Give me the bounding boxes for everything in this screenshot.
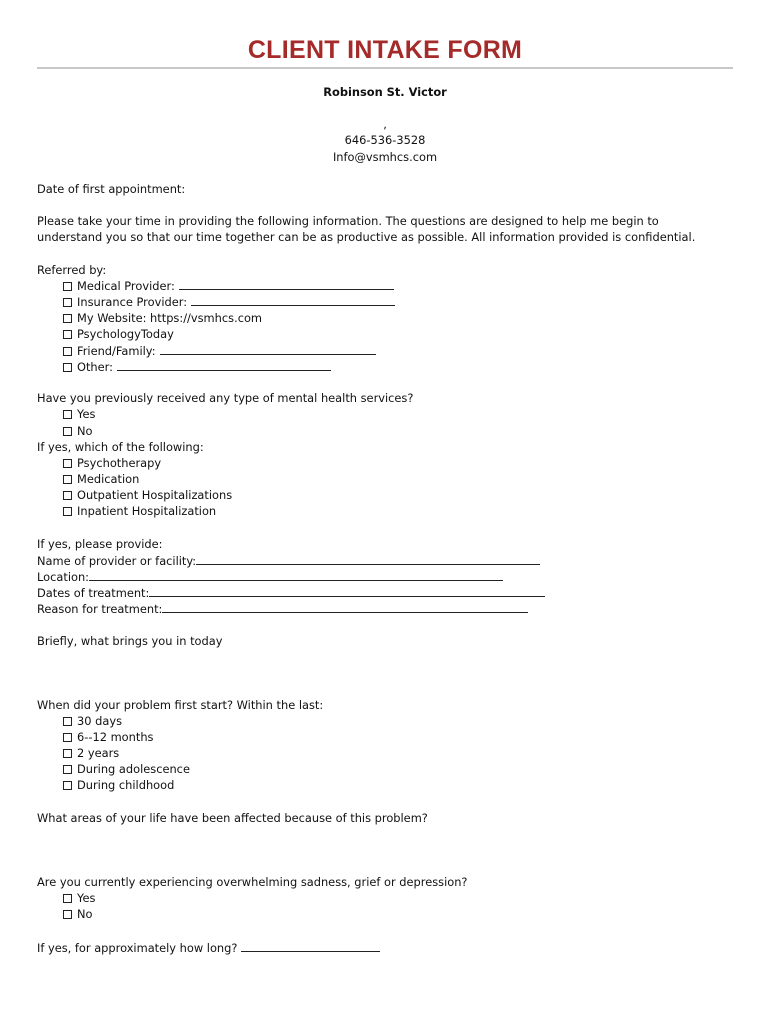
sadness-question: Are you currently experiencing overwhelming sadness, grief or depression? <box>37 875 468 889</box>
referred-option-other[interactable]: Other: <box>63 358 331 375</box>
checkbox-icon[interactable] <box>63 910 72 919</box>
checkbox-icon[interactable] <box>63 765 72 774</box>
reason-row: Reason for treatment: <box>37 600 528 617</box>
service-type-psychotherapy[interactable]: Psychotherapy <box>63 455 161 471</box>
checkbox-icon[interactable] <box>63 717 72 726</box>
intro-line-1: Please take your time in providing the following information. The questions are designed to help me begin to <box>37 214 659 228</box>
form-title: CLIENT INTAKE FORM <box>247 36 523 64</box>
prev-services-no[interactable]: No <box>63 423 93 439</box>
first-appointment-label: Date of first appointment: <box>37 182 186 196</box>
service-type-inpatient[interactable]: Inpatient Hospitalization <box>63 503 216 519</box>
problem-start-6-12-months[interactable]: 6--12 months <box>63 729 154 745</box>
title-divider <box>37 67 733 69</box>
problem-start-adolescence[interactable]: During adolescence <box>63 761 190 777</box>
checkbox-icon[interactable] <box>63 314 72 323</box>
sadness-duration-row: If yes, for approximately how long? <box>37 939 380 956</box>
other-field[interactable] <box>117 358 331 371</box>
checkbox-icon[interactable] <box>63 298 72 307</box>
sadness-no[interactable]: No <box>63 906 93 922</box>
sadness-duration-field[interactable] <box>241 939 380 952</box>
checkbox-icon[interactable] <box>63 459 72 468</box>
referred-option-psychologytoday[interactable]: PsychologyToday <box>63 326 174 342</box>
intro-line-2: understand you so that our time together can be as productive as possible. All information provided is confidential. <box>37 230 696 244</box>
friend-family-field[interactable] <box>160 342 376 355</box>
checkbox-icon[interactable] <box>63 410 72 419</box>
practitioner-name: Robinson St. Victor <box>323 85 447 99</box>
checkbox-icon[interactable] <box>63 733 72 742</box>
referred-option-medical[interactable]: Medical Provider: <box>63 277 394 294</box>
address-line: , <box>383 117 387 131</box>
checkbox-icon[interactable] <box>63 781 72 790</box>
email-address: Info@vsmhcs.com <box>332 150 438 164</box>
checkbox-icon[interactable] <box>63 347 72 356</box>
location-row: Location: <box>37 568 503 585</box>
problem-start-2-years[interactable]: 2 years <box>63 745 119 761</box>
referred-option-friend[interactable]: Friend/Family: <box>63 342 376 359</box>
dates-of-treatment-field[interactable] <box>149 584 545 597</box>
problem-start-question: When did your problem first start? Within the last: <box>37 698 324 712</box>
checkbox-icon[interactable] <box>63 363 72 372</box>
reason-for-treatment-field[interactable] <box>162 600 528 613</box>
referred-by-label: Referred by: <box>37 263 107 277</box>
checkbox-icon[interactable] <box>63 894 72 903</box>
insurance-provider-field[interactable] <box>191 293 395 306</box>
checkbox-icon[interactable] <box>63 330 72 339</box>
provider-name-field[interactable] <box>196 552 540 565</box>
referred-option-website[interactable]: My Website: https://vsmhcs.com <box>63 310 262 326</box>
service-type-medication[interactable]: Medication <box>63 471 139 487</box>
provide-label: If yes, please provide: <box>37 537 163 551</box>
checkbox-icon[interactable] <box>63 749 72 758</box>
brings-you-in-question: Briefly, what brings you in today <box>37 634 223 648</box>
medical-provider-field[interactable] <box>179 277 394 290</box>
prev-services-question: Have you previously received any type of mental health services? <box>37 391 414 405</box>
referred-option-insurance[interactable]: Insurance Provider: <box>63 293 395 310</box>
phone-number: 646-536-3528 <box>344 133 426 147</box>
areas-affected-question: What areas of your life have been affected because of this problem? <box>37 811 428 825</box>
dates-row: Dates of treatment: <box>37 584 545 601</box>
prev-services-followup: If yes, which of the following: <box>37 440 204 454</box>
service-type-outpatient[interactable]: Outpatient Hospitalizations <box>63 487 232 503</box>
problem-start-30-days[interactable]: 30 days <box>63 713 122 729</box>
checkbox-icon[interactable] <box>63 507 72 516</box>
checkbox-icon[interactable] <box>63 282 72 291</box>
checkbox-icon[interactable] <box>63 427 72 436</box>
prev-services-yes[interactable]: Yes <box>63 406 95 422</box>
checkbox-icon[interactable] <box>63 475 72 484</box>
provider-name-row: Name of provider or facility: <box>37 552 540 569</box>
sadness-yes[interactable]: Yes <box>63 890 95 906</box>
location-field[interactable] <box>89 568 503 581</box>
checkbox-icon[interactable] <box>63 491 72 500</box>
problem-start-childhood[interactable]: During childhood <box>63 777 174 793</box>
